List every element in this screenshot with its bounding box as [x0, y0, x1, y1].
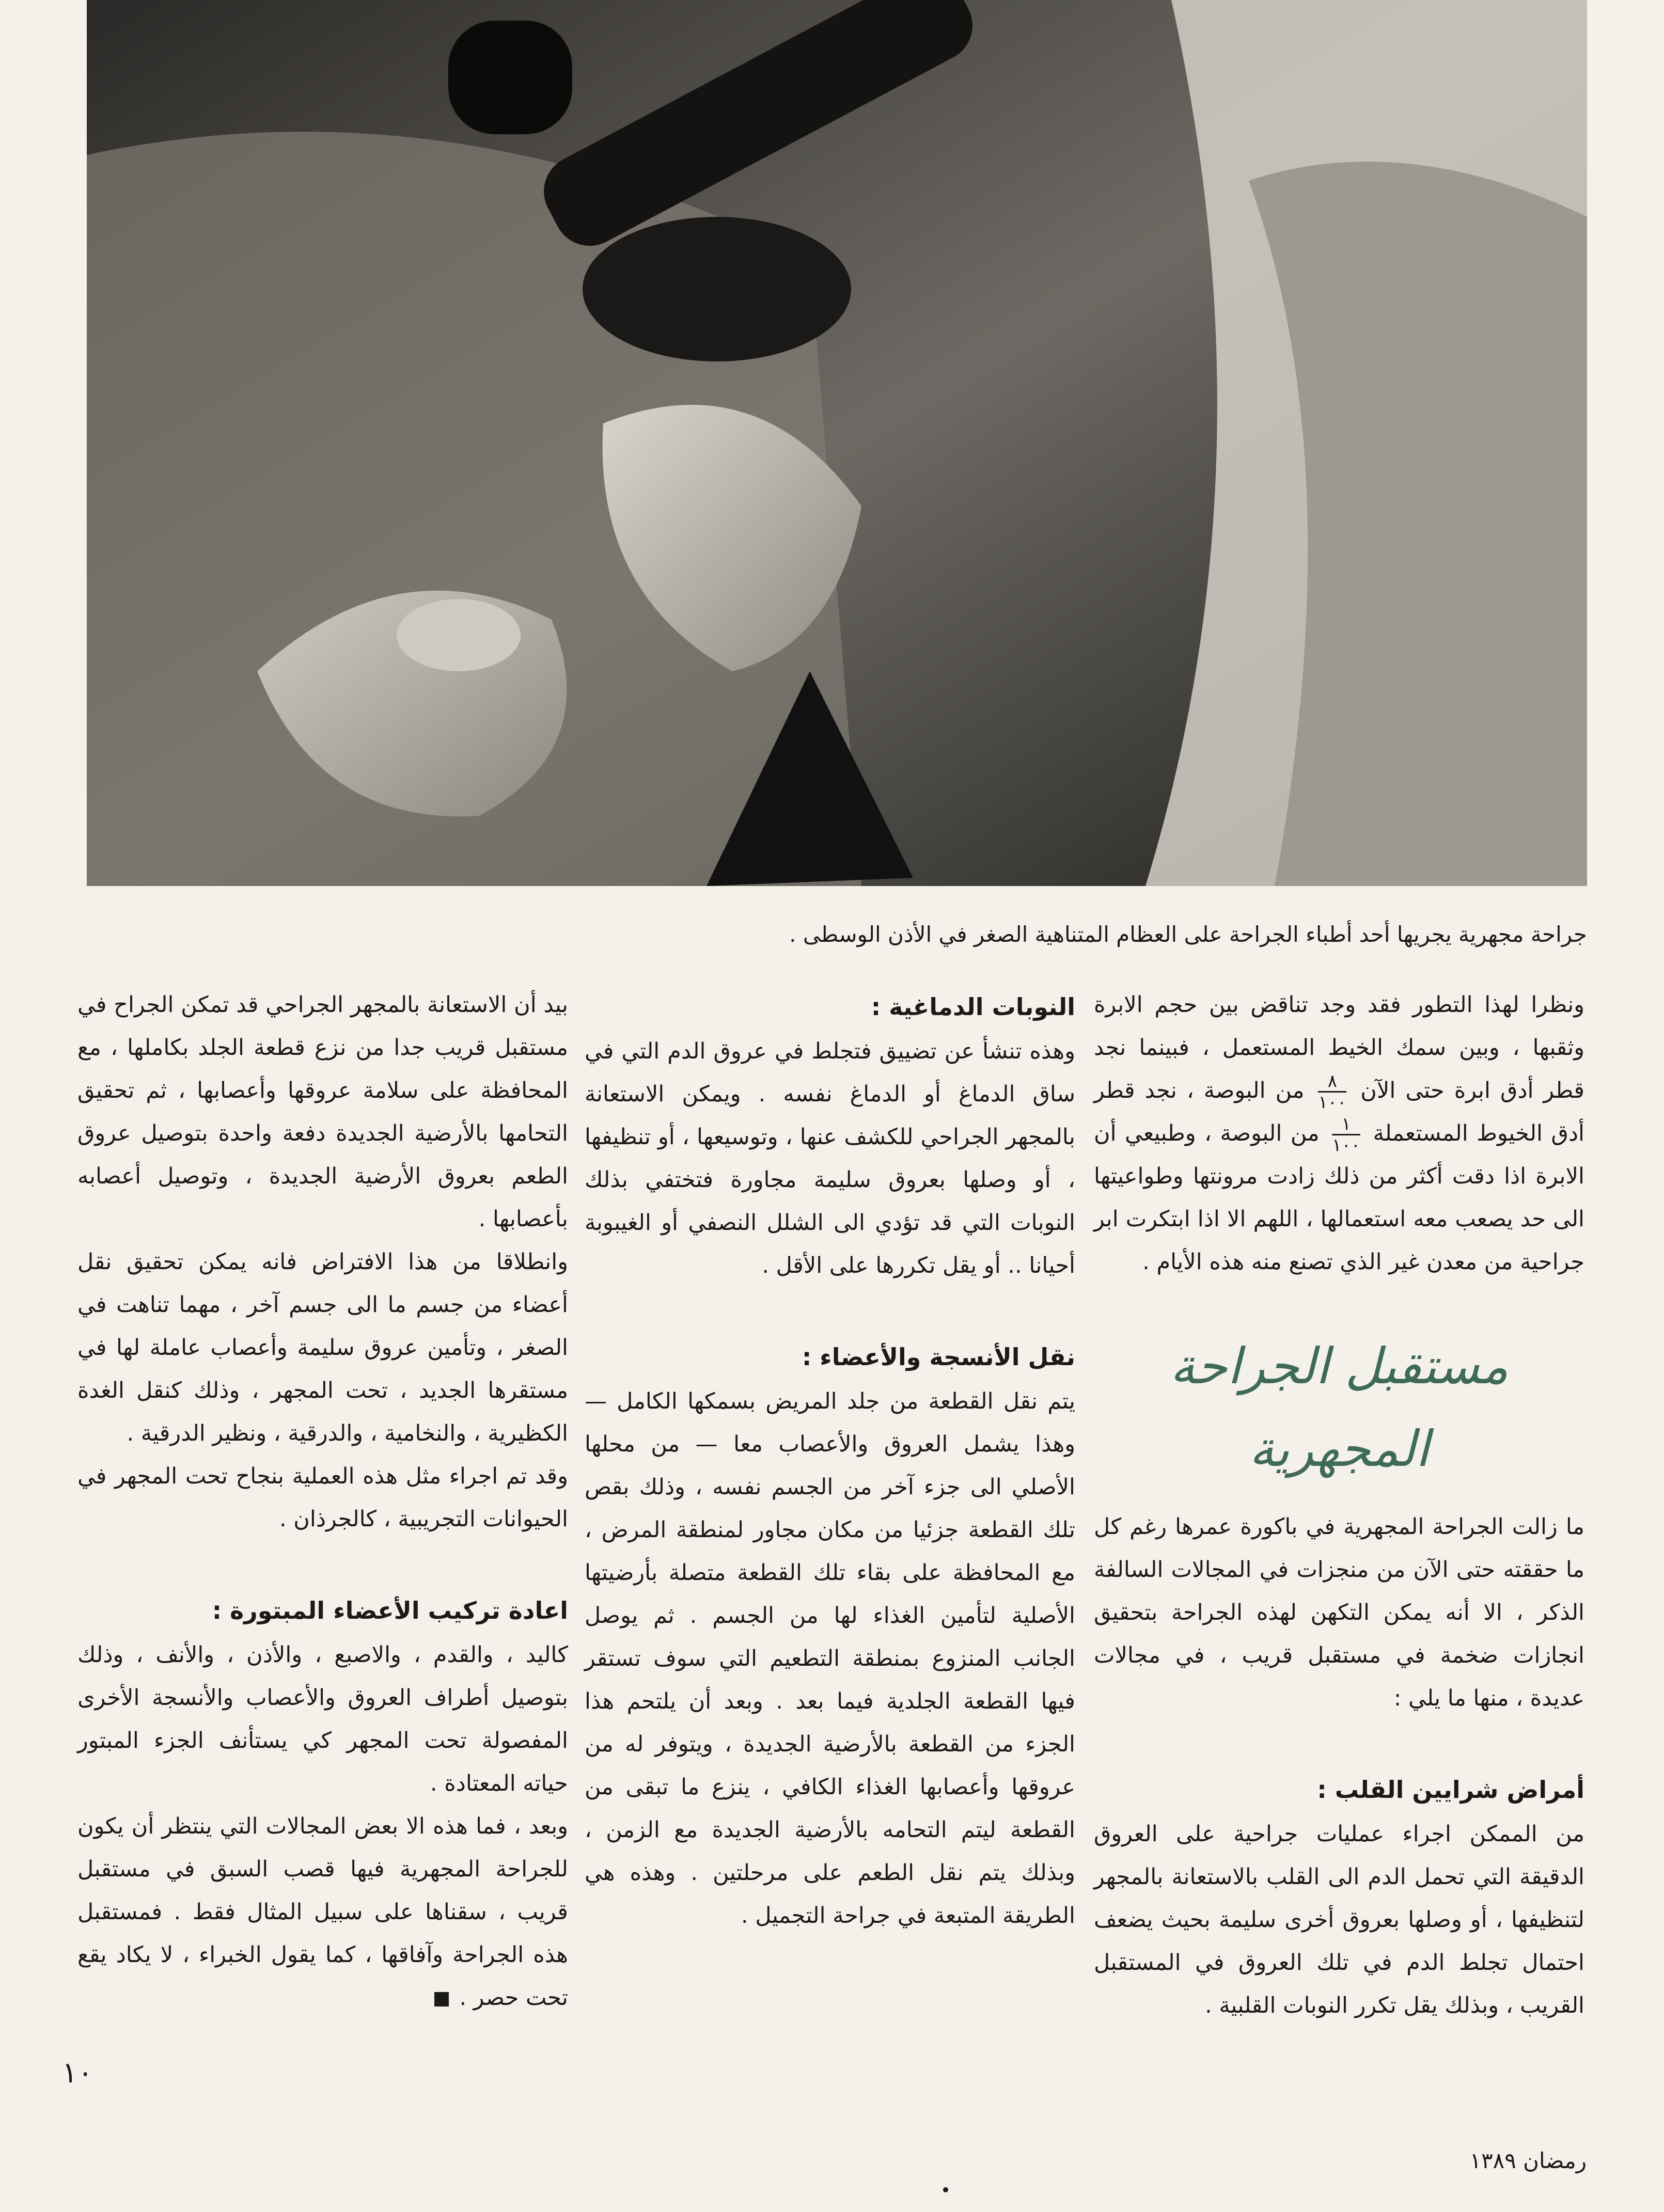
paragraph-text: وبعد ، فما هذه الا بعض المجالات التي ينتظر أن يكون للجراحة المجهرية فيها قصب السبق في مستقبل قريب ، سقناها على سبيل المثال فقط . فمستقبل هذه الجراحة وآفاقها ، كما يقول الخبراء ، لا يكاد يقع تحت حصر . — [77, 1813, 568, 2011]
dot-icon — [943, 2187, 948, 2192]
fraction-denominator: ١٠٠ — [1318, 1092, 1347, 1113]
fraction-denominator: ١٠٠ — [1332, 1135, 1361, 1156]
subheading: النوبات الدماغية : — [871, 993, 1075, 1021]
paragraph: ما زالت الجراحة المجهرية في باكورة عمرها رغم كل ما حققته حتى الآن من منجزات في المجالات السالفة الذكر ، الا أنه يمكن التكهن لهذه الجراحة بتحقيق انجازات ضخمة في مستقبل قريب ، في مجالات عديدة ، منها ما يلي : — [1094, 1514, 1584, 1711]
column-middle — [585, 984, 1075, 2016]
subheading: اعادة تركيب الأعضاء المبتورة : — [212, 1597, 568, 1624]
page-number: ١٠ — [62, 2056, 93, 2090]
column-right — [1094, 984, 1584, 2016]
fraction-numerator: ١ — [1332, 1114, 1360, 1135]
photo-caption: جراحة مجهرية يجريها أحد أطباء الجراحة على العظام المتناهية الصغر في الأذن الوسطى . — [789, 922, 1587, 947]
end-of-article-icon — [434, 1992, 449, 2006]
paragraph — [77, 1805, 568, 2019]
paragraph: كاليد ، والقدم ، والاصبع ، والأذن ، والأنف ، وذلك بتوصيل أطراف العروق والأعصاب والأنسجة الأخرى المفصولة تحت المجهر كي يستأنف الجزء المبتور حياته المعتادة . — [77, 1642, 568, 1796]
paragraph-text: ونظرا لهذا التطور فقد وجد تناقض بين حجم الابرة وثقبها ، وبين سمك الخيط المستعمل ، فبينما نجد قطر أدق ابرة حتى الآن — [1094, 992, 1584, 1103]
paragraph — [1094, 984, 1584, 1284]
subheading: أمراض شرايين القلب : — [1317, 1776, 1584, 1804]
section-title: مستقبل الجراحة المجهرية — [1170, 1337, 1509, 1478]
paragraph: من الممكن اجراء عمليات جراحية على العروق الدقيقة التي تحمل الدم الى القلب بالاستعانة بالمجهر لتنظيفها ، أو وصلها بعروق أخرى سليمة بحيث يضعف احتمال تجلط الدم في تلك العروق في المستقبل القريب ، وبذلك يقل تكرر النوبات القلبية . — [1094, 1821, 1584, 2018]
surgeon-microscope-photo-icon — [87, 0, 1587, 886]
paragraph: يتم نقل القطعة من جلد المريض بسمكها الكامل — وهذا يشمل العروق والأعصاب معا — من محلها الأصلي الى جزء آخر من الجسم نفسه ، وذلك بقص تلك القطعة جزئيا من مكان مجاور لمنطقة المرض ، مع المحافظة على بقاء تلك القطعة متصلة بأرضيتها الأصلية لتأمين الغذاء لها من الجسم . ثم يوصل الجانب المنزوع بمنطقة التطعيم التي سوف تستقر فيها القطعة الجلدية فيما بعد . وبعد أن يلتحم هذا الجزء من القطعة بالأرضية الجديدة ، ويتوفر له من عروقها وأعصابها الغذاء الكافي ، ينزع ما تبقى من القطعة ليتم التحامه بالأرضية الجديدة مع الزمن ، وبذلك يتم نقل الطعم على مرحلتين . وهذه هي الطريقة المتبعة في جراحة التجميل . — [585, 1388, 1075, 1929]
fraction-numerator: ٨ — [1318, 1071, 1346, 1093]
fraction — [1318, 1071, 1346, 1112]
issue-date: رمضان ١٣٨٩ — [1469, 2148, 1587, 2173]
paragraph: وانطلاقا من هذا الافتراض فانه يمكن تحقيق نقل أعضاء من جسم ما الى جسم آخر ، مهما تناهت في الصغر ، وتأمين عروق سليمة وأعصاب عاملة لها في مستقرها الجديد ، تحت المجهر ، وذلك كنقل الغدة الكظيرية ، والنخامية ، والدرقية ، ونظير الدرقية . — [77, 1249, 568, 1446]
subheading: نقل الأنسجة والأعضاء : — [802, 1343, 1075, 1371]
paragraph-text: من البوصة ، وطبيعي أن الابرة اذا دقت أكثر من ذلك زادت مرونتها وطواعيتها الى حد يصعب معه استعمالها ، اللهم الا اذا ابتكرت ابر جراحية من معدن غير الذي تصنع منه هذه الأيام . — [1094, 1120, 1584, 1275]
fraction — [1332, 1114, 1360, 1155]
surgery-photo — [87, 0, 1587, 886]
paragraph: وقد تم اجراء مثل هذه العملية بنجاح تحت المجهر في الحيوانات التجريبية ، كالجرذان . — [77, 1463, 568, 1532]
paragraph: بيد أن الاستعانة بالمجهر الجراحي قد تمكن الجراح في مستقبل قريب جدا من نزع قطعة الجلد بكاملها ، مع المحافظة على سلامة عروقها وأعصابها ، ثم تحقيق التحامها بالأرضية الجديدة دفعة واحدة بتوصيل عروق الطعم بعروق الأرضية الجديدة ، وتوصيل أعصابه بأعصابها . — [77, 992, 568, 1232]
paragraph: وهذه تنشأ عن تضييق فتجلط في عروق الدم التي في ساق الدماغ أو الدماغ نفسه . ويمكن الاستعانة بالمجهر الجراحي للكشف عنها ، وتوسيعها ، أو تنظيفها ، أو وصلها بعروق سليمة مجاورة فتختفي بذلك النوبات التي قد تؤدي الى الشلل النصفي أو الغيبوبة أحيانا .. أو يقل تكررها على الأقل . — [585, 1038, 1075, 1278]
paragraph-text: من البوصة ، نجد قطر أدق الخيوط المستعملة — [1094, 1078, 1585, 1146]
column-left — [77, 984, 568, 2016]
